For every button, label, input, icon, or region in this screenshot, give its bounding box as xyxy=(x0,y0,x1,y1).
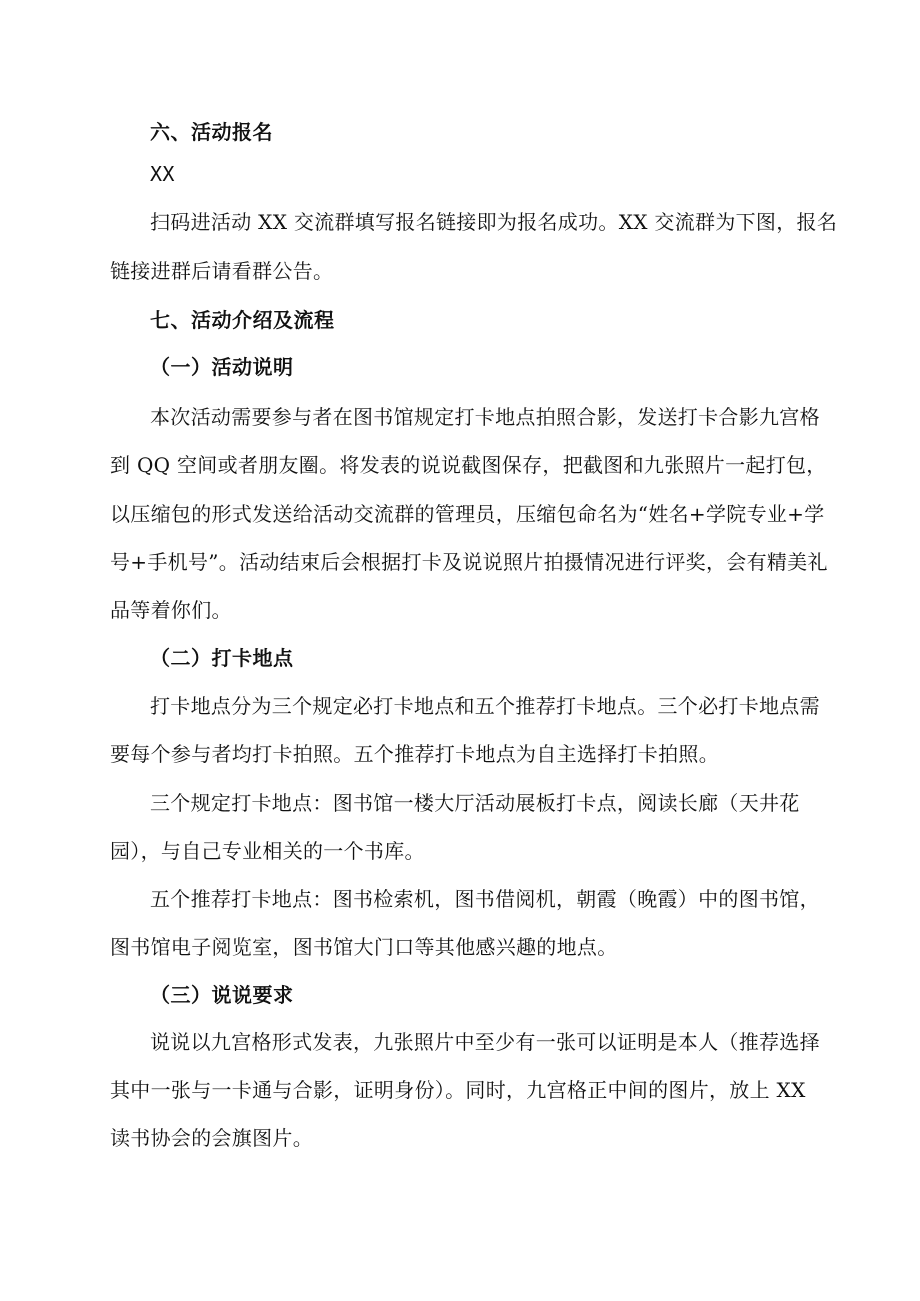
subsection-2-p3-line-2: 图书馆电子阅览室，图书馆大门口等其他感兴趣的地点。 xyxy=(110,935,618,959)
subsection-3-line-2: 其中一张与一卡通与合影，证明身份）。同时，九宫格正中间的图片，放上 XX xyxy=(110,1078,806,1102)
subsection-2-heading: （二）打卡地点 xyxy=(150,646,294,670)
subsection-3-heading: （三）说说要求 xyxy=(150,983,294,1007)
section-6-paragraph-line-2: 链接进群后请看群公告。 xyxy=(110,259,334,283)
subsection-2-p1-line-2: 要每个参与者均打卡拍照。五个推荐打卡地点为自主选择打卡拍照。 xyxy=(110,742,719,766)
subsection-3-line-3: 读书协会的会旗图片。 xyxy=(110,1126,313,1150)
subsection-1-heading: （一）活动说明 xyxy=(150,355,294,379)
section-6-heading: 六、活动报名 xyxy=(150,120,273,144)
subsection-1-line-2: 到 QQ 空间或者朋友圈。将发表的说说截图保存，把截图和九张照片一起打包， xyxy=(110,453,827,477)
subsection-2-p3-line-1: 五个推荐打卡地点：图书检索机，图书借阅机，朝霞（晚霞）中的图书馆， xyxy=(150,887,820,911)
subsection-1-line-3: 以压缩包的形式发送给活动交流群的管理员，压缩包命名为“姓名+学院专业+学 xyxy=(110,502,825,526)
subsection-2-p1-line-1: 打卡地点分为三个规定必打卡地点和五个推荐打卡地点。三个必打卡地点需 xyxy=(150,694,820,718)
subsection-1-line-4: 号+手机号”。活动结束后会根据打卡及说说照片拍摄情况进行评奖，会有精美礼 xyxy=(110,550,828,574)
section-6-organizer: XX xyxy=(150,162,175,186)
subsection-2-p2-line-2: 园），与自己专业相关的一个书库。 xyxy=(110,839,425,863)
subsection-3-line-1: 说说以九宫格形式发表，九张照片中至少有一张可以证明是本人（推荐选择 xyxy=(150,1030,820,1054)
section-6-paragraph-line-1: 扫码进活动 XX 交流群填写报名链接即为报名成功。XX 交流群为下图，报名 xyxy=(150,210,838,234)
subsection-1-line-1: 本次活动需要参与者在图书馆规定打卡地点拍照合影，发送打卡合影九宫格 xyxy=(150,405,820,429)
subsection-2-p2-line-1: 三个规定打卡地点：图书馆一楼大厅活动展板打卡点，阅读长廊（天井花 xyxy=(150,791,800,815)
section-7-heading: 七、活动介绍及流程 xyxy=(150,308,335,332)
subsection-1-line-5: 品等着你们。 xyxy=(110,598,232,622)
